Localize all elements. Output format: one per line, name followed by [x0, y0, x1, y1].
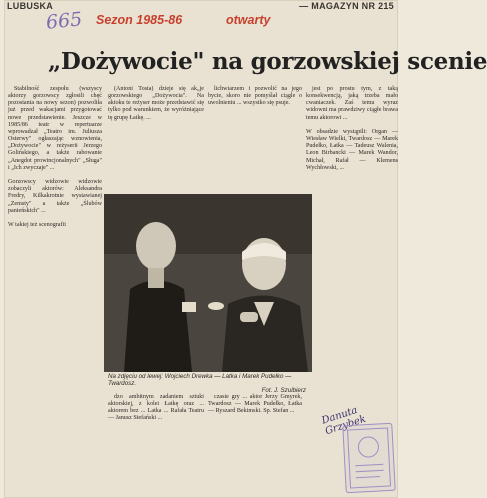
article-column-1: [8, 86, 102, 494]
column-text: Stabilność zespołu (wszyscy aktorzy gorzowscy zgłosili chęć pozostania na nowy sezon) pozwoliła już przed wakacjami przygotować nowe przedstawienie. Jeszcze w 1985/86 teatr w repertuarze wprowadzał „Teatro im. Juliusza Osterwy" ogłaszając wznowienia, „Dożywocie" w reżyserii Jerzego Golińskiego, a także rabowanie „Anegdot prowincjonalnych" „Sługa" i „Ich zwyczaje" ... Gorzowscy widzowie widzowie zobaczyli aktorów: Aleksandra Fredry, Kilkakrotnie wystawianej „Zemsty" a także „Ślubów panieńskich" ... W takiej też scenografii: [8, 86, 102, 228]
photo-caption: [108, 373, 308, 394]
season-left: Sezon 1985-86: [96, 13, 183, 27]
stage-photo: [104, 194, 312, 372]
season-line: [96, 13, 396, 29]
column-text: dzo ambitnym zadaniem sztuki aktorskiej, z kolei Łatkę oraz ... aktorem bez ... Latka ... Rafała Teatru — Janusz Stefański ...: [108, 394, 204, 422]
caption-text: Na zdjęciu od lewej: Wojciech Drewka — Latka i Marek Pudełko — Twardosz.: [108, 373, 292, 388]
column-text: (Antoni Tosta) dzieje się ak„je gorzowskiego „Dożywocia". Na aktoku te reżyser może przedstawić się tylko pod warunkiem, że wyróżniające tę grupę Łatkę. ...: [108, 86, 204, 121]
article-column-5: [108, 394, 204, 494]
author-signature: Danuta Grzybek: [320, 404, 368, 438]
photo-credit: Fot. J. Szulbierz: [261, 387, 306, 395]
library-stamp: [342, 423, 395, 494]
season-right: otwarty: [226, 13, 271, 27]
photo-illustration: [104, 194, 312, 372]
column-text: jest po prostu tym, z taką konsekwencją, jaką trzeba mało cwaniaczek. Zaś temu wyraz widowni ma prawdziwy ciągłe brawa temu aktorowi ... W obsadzie wystąpili: Organ — Wiesław Wielki, Twardosz — Marek Pudełko, Łatka — Tadeusz Walenia, Leon Birbancki — Marek Wandor, Michał, Rafał — Klemens Wychłowski, ...: [306, 86, 398, 171]
column-text: czasie gry ... aktor Jerzy Gmyrek, Twardosz — Marek Pudełko, Łatka — Ryszard Bekimski. Sp. Stefan ...: [208, 394, 302, 415]
masthead-left: LUBUSKA: [7, 1, 54, 11]
column-text: lichwiarzem i pozwolić na jego bycie, skoro nie pomyślał ciągle o uwolnieniu ... wszystko się psuje.: [208, 86, 302, 107]
article-column-6: [208, 394, 302, 494]
article-column-2: [108, 86, 204, 194]
masthead-right: — MAGAZYN NR 215: [299, 1, 394, 11]
article-column-3: [208, 86, 302, 194]
newspaper-clipping: [4, 0, 487, 498]
handwritten-number: 665: [44, 8, 84, 34]
stamp-mark: [343, 424, 394, 492]
headline: „Dożywocie" na gorzowskiej scenie: [48, 48, 487, 75]
